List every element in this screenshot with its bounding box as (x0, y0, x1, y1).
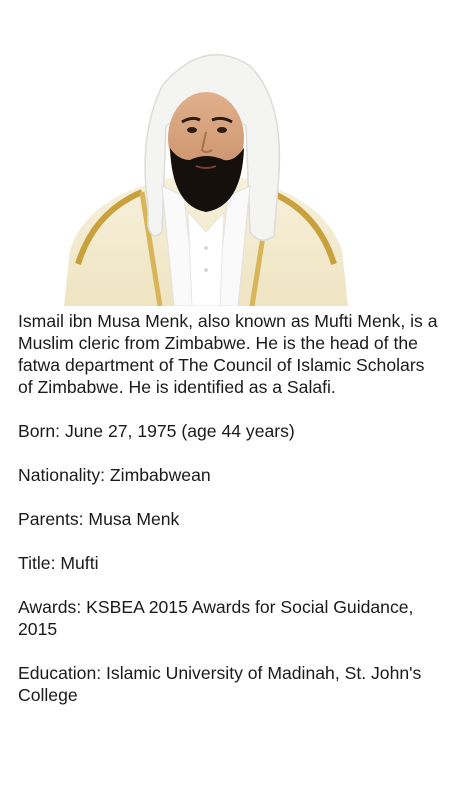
fact-education: Education: Islamic University of Madinah, St. John's College (18, 663, 422, 705)
fact-born: Born: June 27, 1975 (age 44 years) (18, 421, 295, 441)
profile-info (18, 310, 438, 728)
fact-nationality: Nationality: Zimbabwean (18, 465, 211, 485)
fact-awards: Awards: KSBEA 2015 Awards for Social Guidance, 2015 (18, 597, 414, 639)
fact-title: Title: Mufti (18, 553, 99, 573)
profile-bio: Ismail ibn Musa Menk, also known as Mufti Menk, is a Muslim cleric from Zimbabwe. He is the head of the fatwa department of The Council of Islamic Scholars of Zimbabwe. He is identified as a Salafi. (18, 311, 438, 397)
fact-parents: Parents: Musa Menk (18, 509, 180, 529)
profile-photo (64, 36, 348, 306)
